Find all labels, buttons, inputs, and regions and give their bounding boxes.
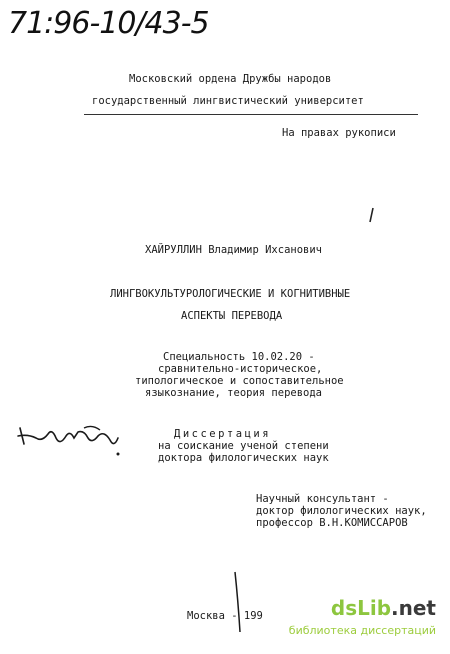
watermark-logo	[331, 596, 436, 620]
watermark-ds: ds	[330, 596, 358, 620]
watermark-subtitle: библиотека диссертаций	[288, 624, 436, 637]
watermark-lib: Lib	[357, 596, 392, 620]
specialty-line-4: языкознание, теория перевода	[145, 387, 323, 399]
header-divider	[84, 114, 418, 115]
institution-line-1: Московский ордена Дружбы народов	[129, 73, 332, 85]
dissertation-line-2: на соискание ученой степени	[158, 440, 329, 452]
rights-note: На правах рукописи	[282, 127, 396, 139]
pen-stroke-icon	[232, 570, 246, 636]
dissertation-line-3: доктора филологических наук	[158, 452, 329, 464]
dissertation-heading: Диссертация	[174, 428, 272, 440]
archive-number: 71:96-10/43-5	[8, 6, 209, 41]
handwritten-signature	[14, 420, 134, 464]
title-line-1: ЛИНГВОКУЛЬТУРОЛОГИЧЕСКИЕ И КОГНИТИВНЫЕ	[110, 288, 351, 300]
author-name: ХАЙРУЛЛИН Владимир Ихсанович	[145, 244, 323, 256]
advisor-line-3: профессор В.Н.КОМИССАРОВ	[256, 517, 408, 529]
advisor-line-1: Научный консультант -	[256, 493, 389, 505]
specialty-line-1: Специальность 10.02.20 -	[163, 351, 315, 363]
pen-mark-icon	[366, 206, 376, 224]
specialty-line-3: типологическое и сопоставительное	[135, 375, 344, 387]
specialty-line-2: сравнительно-историческое,	[158, 363, 323, 375]
watermark-net: .net	[391, 596, 436, 620]
title-line-2: АСПЕКТЫ ПЕРЕВОДА	[181, 310, 283, 322]
institution-line-2: государственный лингвистический университет	[92, 95, 364, 107]
advisor-line-2: доктор филологических наук,	[256, 505, 427, 517]
footer-city-year: Москва - 199	[187, 610, 263, 622]
